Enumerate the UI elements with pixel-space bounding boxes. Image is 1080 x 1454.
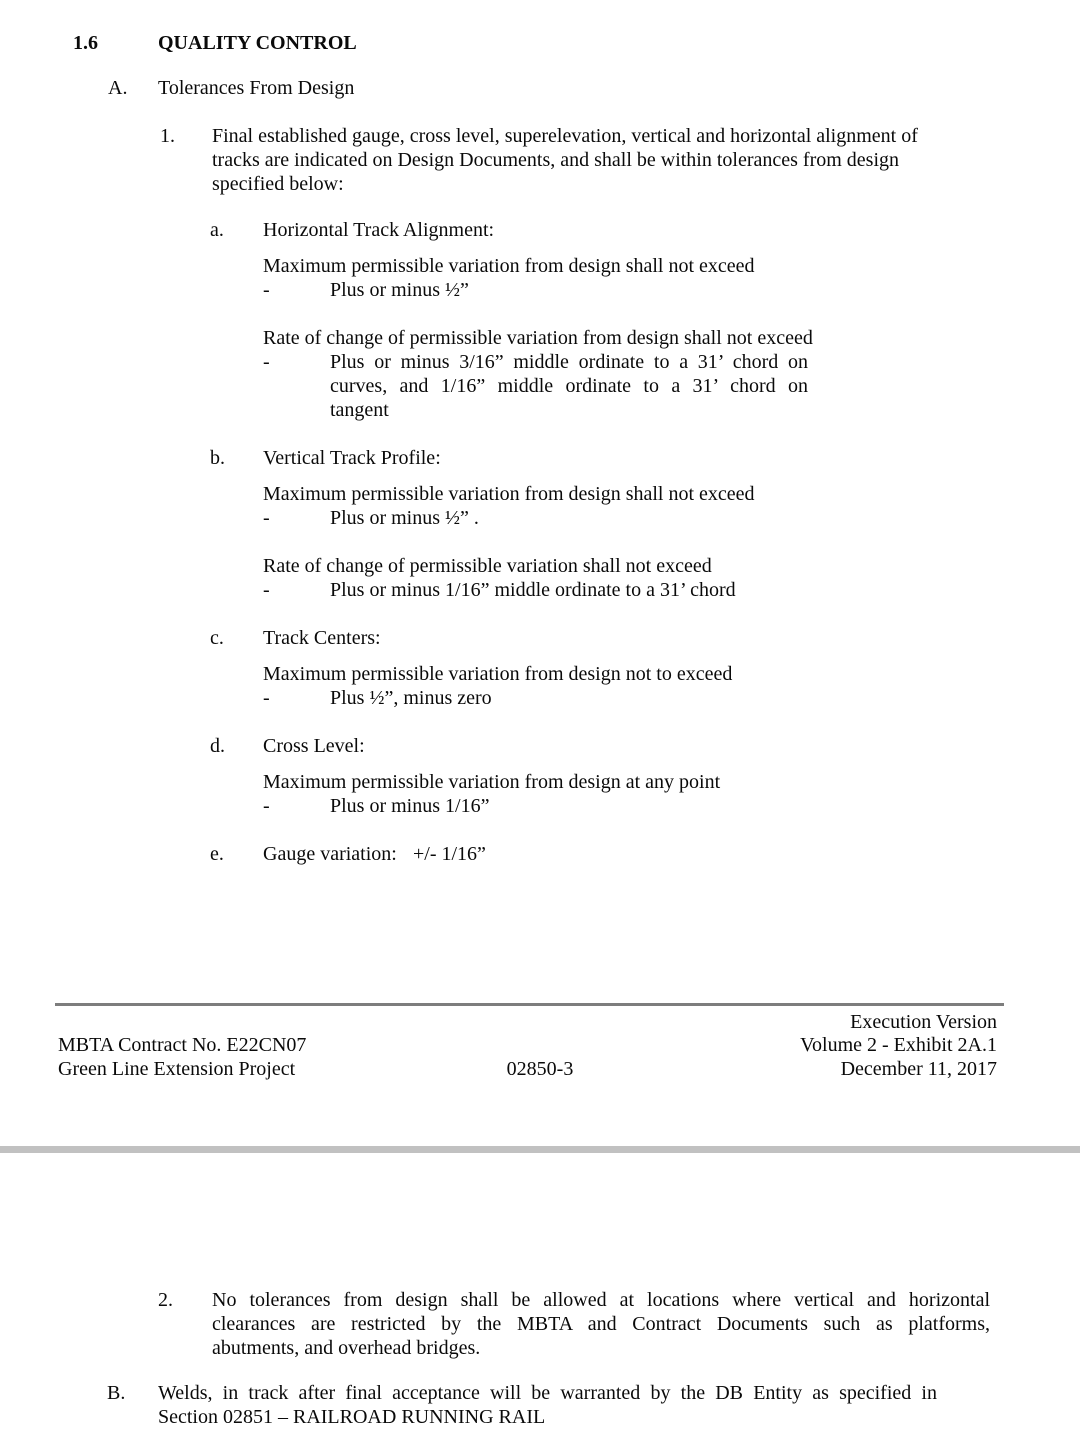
item-2-label: 2. — [158, 1289, 173, 1311]
sub-a-label: a. — [210, 219, 224, 241]
sub-d-max-bullet: Plus or minus 1/16” — [330, 795, 490, 817]
dash-bullet: - — [263, 507, 270, 529]
bullet-line: Plus or minus 3/16” middle ordinate to a 31’ chord on — [330, 351, 808, 373]
item-1-label: 1. — [160, 125, 175, 147]
sub-b-max-bullet: Plus or minus ½” . — [330, 507, 479, 529]
bullet-line: curves, and 1/16” middle ordinate to a 31’ chord on — [330, 375, 808, 397]
sub-b-title: Vertical Track Profile: — [263, 447, 441, 469]
sub-d-max-lead: Maximum permissible variation from design at any point — [263, 771, 721, 793]
paragraph-line: tracks are indicated on Design Documents, and shall be within tolerances from design — [212, 149, 900, 171]
bullet-line: tangent — [330, 399, 389, 421]
item-a-label: A. — [108, 77, 128, 99]
sub-b-rate-lead: Rate of change of permissible variation shall not exceed — [263, 555, 712, 577]
sub-d-label: d. — [210, 735, 225, 757]
sub-c-max-lead: Maximum permissible variation from design not to exceed — [263, 663, 733, 685]
footer-date: December 11, 2017 — [840, 1058, 997, 1080]
dash-bullet: - — [263, 579, 270, 601]
dash-bullet: - — [263, 687, 270, 709]
sub-c-label: c. — [210, 627, 224, 649]
footer-contract: MBTA Contract No. E22CN07 — [58, 1034, 307, 1056]
paragraph-line: Welds, in track after final acceptance will be warranted by the DB Entity as specified in — [158, 1382, 937, 1404]
sub-c-max-bullet: Plus ½”, minus zero — [330, 687, 492, 709]
item-b-label: B. — [107, 1382, 126, 1404]
footer-version: Execution Version — [850, 1011, 997, 1033]
item-2-paragraph — [212, 1288, 990, 1360]
dash-bullet: - — [263, 795, 270, 817]
sub-a-max-bullet: Plus or minus ½” — [330, 279, 469, 301]
item-b-paragraph — [158, 1381, 937, 1429]
dash-bullet: - — [263, 351, 270, 373]
paragraph-line: specified below: — [212, 173, 344, 195]
footer-project: Green Line Extension Project — [58, 1058, 296, 1080]
sub-b-rate-bullet: Plus or minus 1/16” middle ordinate to a 31’ chord — [330, 579, 736, 601]
paragraph-line: Final established gauge, cross level, superelevation, vertical and horizontal alignment of — [212, 125, 918, 147]
sub-d-title: Cross Level: — [263, 735, 365, 757]
section-title: QUALITY CONTROL — [158, 32, 357, 54]
footer-divider — [55, 1003, 1004, 1006]
paragraph-line: abutments, and overhead bridges. — [212, 1337, 481, 1359]
sub-a-rate-bullet — [330, 350, 808, 422]
section-number: 1.6 — [73, 32, 98, 54]
paragraph-line: No tolerances from design shall be allowed at locations where vertical and horizontal — [212, 1289, 990, 1311]
paragraph-line: clearances are restricted by the MBTA and Contract Documents such as platforms, — [212, 1313, 990, 1335]
page-break-bar — [0, 1146, 1080, 1153]
footer-volume: Volume 2 - Exhibit 2A.1 — [800, 1034, 997, 1056]
sub-e-value: +/- 1/16” — [413, 843, 486, 865]
dash-bullet: - — [263, 279, 270, 301]
sub-e-label: e. — [210, 843, 224, 865]
sub-a-max-lead: Maximum permissible variation from design shall not exceed — [263, 255, 755, 277]
sub-a-title: Horizontal Track Alignment: — [263, 219, 495, 241]
item-a-title: Tolerances From Design — [158, 77, 355, 99]
footer-page-number: 02850-3 — [506, 1058, 574, 1080]
paragraph-line: Section 02851 – RAILROAD RUNNING RAIL — [158, 1406, 546, 1428]
sub-e-title: Gauge variation: — [263, 843, 397, 865]
sub-a-rate-lead: Rate of change of permissible variation from design shall not exceed — [263, 327, 813, 349]
sub-b-label: b. — [210, 447, 225, 469]
sub-b-max-lead: Maximum permissible variation from design shall not exceed — [263, 483, 755, 505]
sub-c-title: Track Centers: — [263, 627, 381, 649]
item-1-paragraph — [212, 124, 957, 196]
